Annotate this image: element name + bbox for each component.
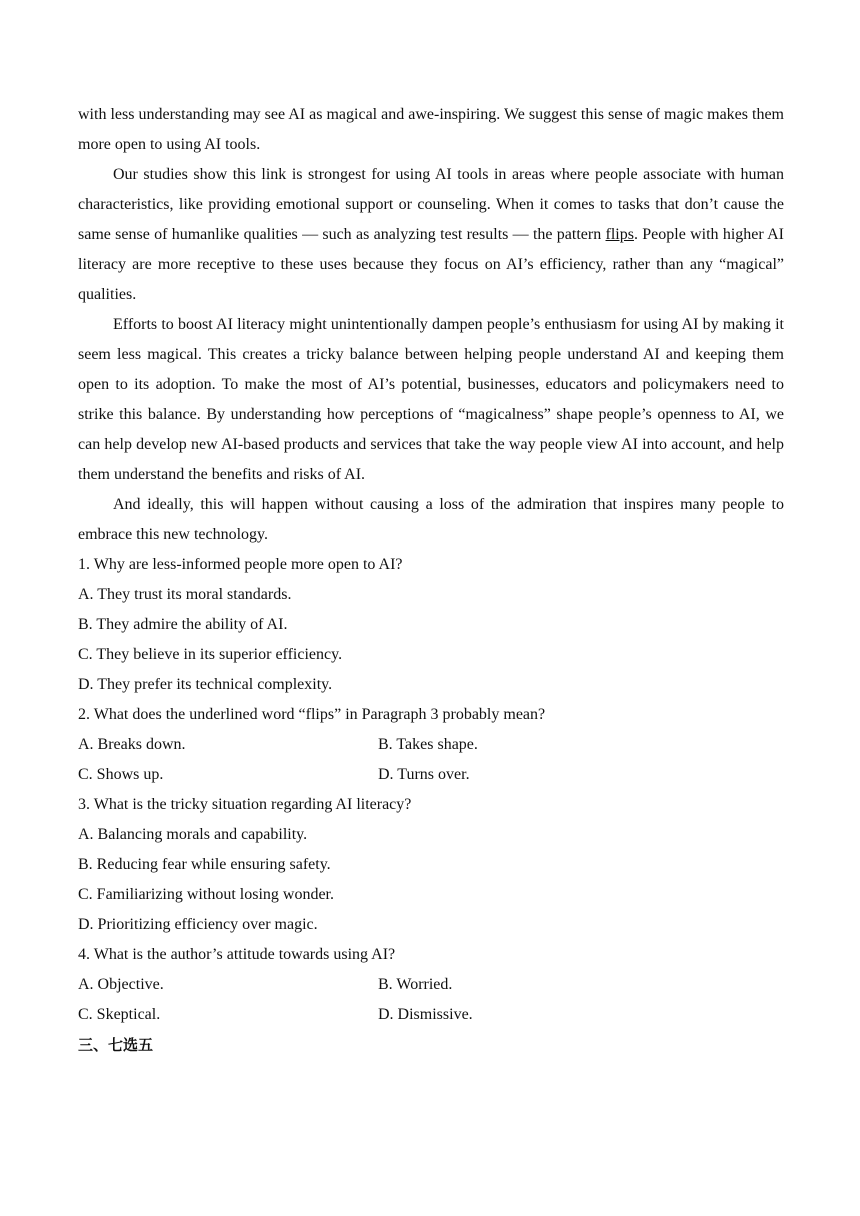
question-1-stem: 1. Why are less-informed people more open to AI? [78, 556, 403, 573]
passage-paragraph-2 [78, 160, 784, 310]
question-4 [78, 940, 784, 1030]
passage-paragraph-1: with less understanding may see AI as magical and awe-inspiring. We suggest this sense of magic makes them more open to using AI tools. [78, 106, 784, 153]
question-2-option-d: D. Turns over. [378, 766, 470, 783]
passage-paragraph-4: And ideally, this will happen without causing a loss of the admiration that inspires many people to embrace this new technology. [78, 496, 784, 543]
question-4-options-row-1 [78, 970, 784, 1000]
question-2-options-row-2 [78, 760, 784, 790]
document-page [78, 100, 784, 1060]
question-3-option-b: B. Reducing fear while ensuring safety. [78, 856, 331, 873]
paragraph-2-text-start: Our studies show this link is strongest for using AI tools in areas where people associate with human characteristics, like providing emotional support or counseling. When it comes to tasks that don’t cause the same sense of humanlike qualities — such as analyzing test results — the pattern [78, 166, 784, 243]
question-1-option-b: B. They admire the ability of AI. [78, 616, 288, 633]
passage-paragraph-3: Efforts to boost AI literacy might unintentionally dampen people’s enthusiasm for using AI by making it seem less magical. This creates a tricky balance between helping people understand AI and keeping them open to its adoption. To make the most of AI’s potential, businesses, educators and policymakers need to strike this balance. By understanding how perceptions of “magicalness” shape people’s openness to AI, we can help develop new AI-based products and services that take the way people view AI into account, and help them understand the benefits and risks of AI. [78, 316, 784, 483]
underlined-word-flips: flips [605, 226, 634, 243]
question-4-stem: 4. What is the author’s attitude towards using AI? [78, 946, 396, 963]
question-3-option-c: C. Familiarizing without losing wonder. [78, 886, 334, 903]
question-2-option-a: A. Breaks down. [78, 736, 186, 753]
question-4-option-a: A. Objective. [78, 976, 164, 993]
question-1 [78, 550, 784, 700]
question-2-options-row-1 [78, 730, 784, 760]
question-1-option-a: A. They trust its moral standards. [78, 586, 292, 603]
question-2-option-b: B. Takes shape. [378, 736, 478, 753]
question-3-option-d: D. Prioritizing efficiency over magic. [78, 916, 318, 933]
question-4-option-b: B. Worried. [378, 976, 453, 993]
question-3 [78, 790, 784, 940]
question-4-option-d: D. Dismissive. [378, 1006, 473, 1023]
question-2 [78, 700, 784, 790]
question-4-option-c: C. Skeptical. [78, 1006, 161, 1023]
section-title: 三、七选五 [78, 1036, 154, 1054]
question-4-options-row-2 [78, 1000, 784, 1030]
paragraph-2-text-end: . People with higher AI literacy are more receptive to these uses because they focus on AI’s efficiency, rather than any “magical” qualities. [78, 226, 785, 303]
question-2-option-c: C. Shows up. [78, 766, 164, 783]
question-3-stem: 3. What is the tricky situation regarding AI literacy? [78, 796, 412, 813]
question-1-option-c: C. They believe in its superior efficiency. [78, 646, 343, 663]
question-2-stem: 2. What does the underlined word “flips” in Paragraph 3 probably mean? [78, 706, 546, 723]
question-1-option-d: D. They prefer its technical complexity. [78, 676, 333, 693]
question-3-option-a: A. Balancing morals and capability. [78, 826, 308, 843]
